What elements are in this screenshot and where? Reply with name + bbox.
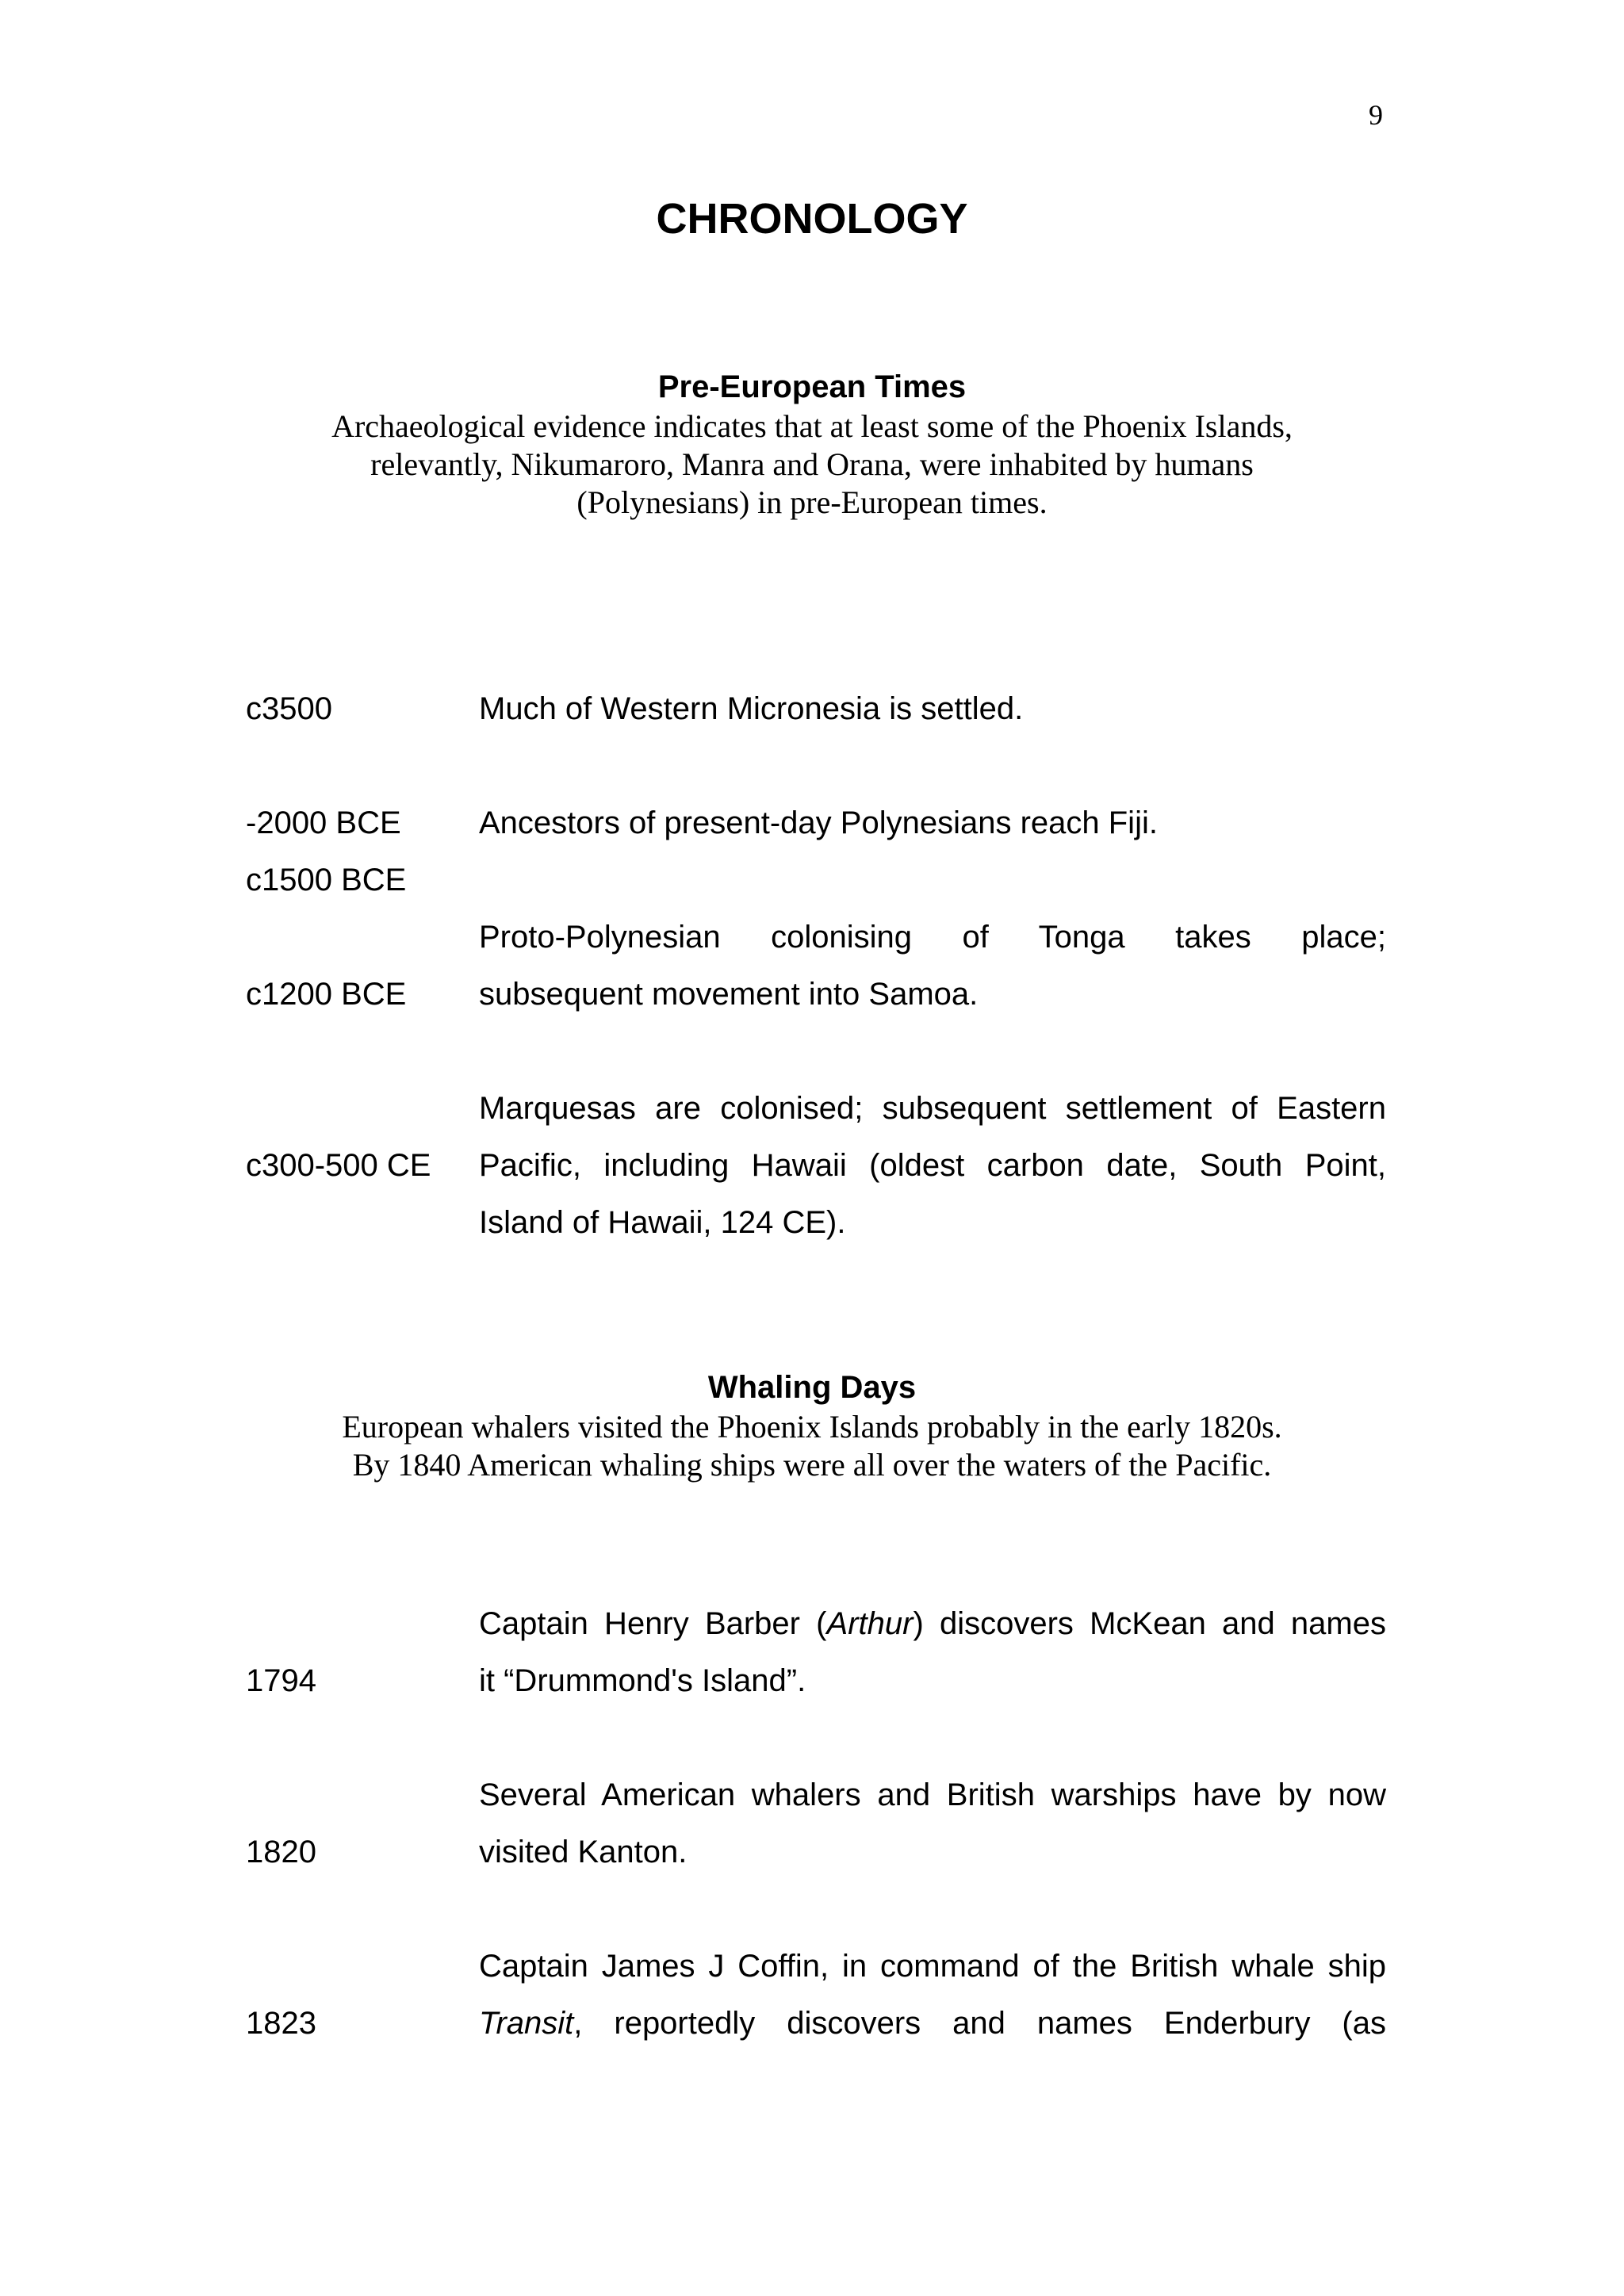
intro-line: relevantly, Nikumaroro, Manra and Orana, were inhabited by humans bbox=[370, 446, 1254, 482]
section-intro bbox=[206, 408, 1418, 522]
entry-text-line: Island of Hawaii, 124 CE). bbox=[479, 1205, 846, 1240]
text-fragment: ) discovers McKean and names bbox=[913, 1606, 1386, 1641]
entry-text-line bbox=[479, 1995, 1386, 2052]
page-number: 9 bbox=[1369, 99, 1383, 131]
entry-date bbox=[246, 1766, 316, 1938]
entry-text-line: Pacific, including Hawaii (oldest carbon date, South Point, bbox=[479, 1148, 1386, 1183]
section-heading: Whaling Days bbox=[707, 1370, 917, 1405]
entry-text-line: it “Drummond's Island”. bbox=[479, 1663, 806, 1698]
entry-date bbox=[246, 1595, 316, 1766]
ship-name: Transit bbox=[479, 2006, 574, 2041]
entry-text-line: subsequent movement into Samoa. bbox=[479, 977, 979, 1012]
entry-date-line: c3500 bbox=[246, 691, 332, 726]
entry-text-line: Marquesas are colonised; subsequent settlement of Eastern bbox=[479, 1091, 1386, 1126]
section-heading: Pre-European Times bbox=[657, 369, 967, 404]
entry-date bbox=[246, 909, 406, 1080]
entry-text-line: Captain James J Coffin, in command of the British whale ship bbox=[479, 1949, 1386, 1984]
entry-text-line: Ancestors of present-day Polynesians reach Fiji. bbox=[479, 806, 1158, 840]
entry-date-line: 1794 bbox=[246, 1663, 316, 1698]
page-title: CHRONOLOGY bbox=[656, 195, 968, 243]
entry-date-line: 1820 bbox=[246, 1835, 316, 1869]
intro-line: Archaeological evidence indicates that at least some of the Phoenix Islands, bbox=[331, 408, 1293, 444]
section-whaling-days bbox=[206, 1367, 1418, 1484]
section-intro bbox=[206, 1408, 1418, 1484]
intro-line: (Polynesians) in pre-European times. bbox=[576, 484, 1048, 520]
entry-date-line: c1200 BCE bbox=[246, 977, 407, 1012]
entry-date bbox=[246, 1080, 431, 1251]
entry-text bbox=[479, 1080, 1386, 1251]
entry-text bbox=[479, 1595, 1386, 1709]
entry-date-line: -2000 BCE bbox=[246, 806, 401, 840]
intro-line: By 1840 American whaling ships were all over the waters of the Pacific. bbox=[352, 1447, 1272, 1483]
entry-text-line: visited Kanton. bbox=[479, 1835, 688, 1869]
entry-date-line: c1500 BCE bbox=[246, 863, 407, 897]
entry-date bbox=[246, 1938, 316, 2109]
text-fragment: , reportedly discovers and names Enderbury (as bbox=[573, 2006, 1386, 2041]
entry-text bbox=[479, 909, 1386, 1023]
entry-text-line: Proto-Polynesian colonising of Tonga takes place; bbox=[479, 920, 1386, 955]
entry-text bbox=[479, 794, 1386, 851]
entry-text-line: Several American whalers and British warships have by now bbox=[479, 1777, 1386, 1812]
section-pre-european-times bbox=[206, 366, 1418, 522]
text-fragment: Captain Henry Barber ( bbox=[479, 1606, 827, 1641]
entry-text bbox=[479, 1766, 1386, 1881]
entry-text-line bbox=[479, 1595, 1386, 1652]
entry-date-line: c300-500 CE bbox=[246, 1148, 431, 1183]
intro-line: European whalers visited the Phoenix Islands probably in the early 1820s. bbox=[342, 1409, 1282, 1445]
entry-text-line: Much of Western Micronesia is settled. bbox=[479, 691, 1024, 726]
ship-name: Arthur bbox=[826, 1606, 914, 1641]
entry-text bbox=[479, 1938, 1386, 2052]
entry-text bbox=[479, 680, 1386, 737]
entry-date-line: 1823 bbox=[246, 2006, 316, 2041]
